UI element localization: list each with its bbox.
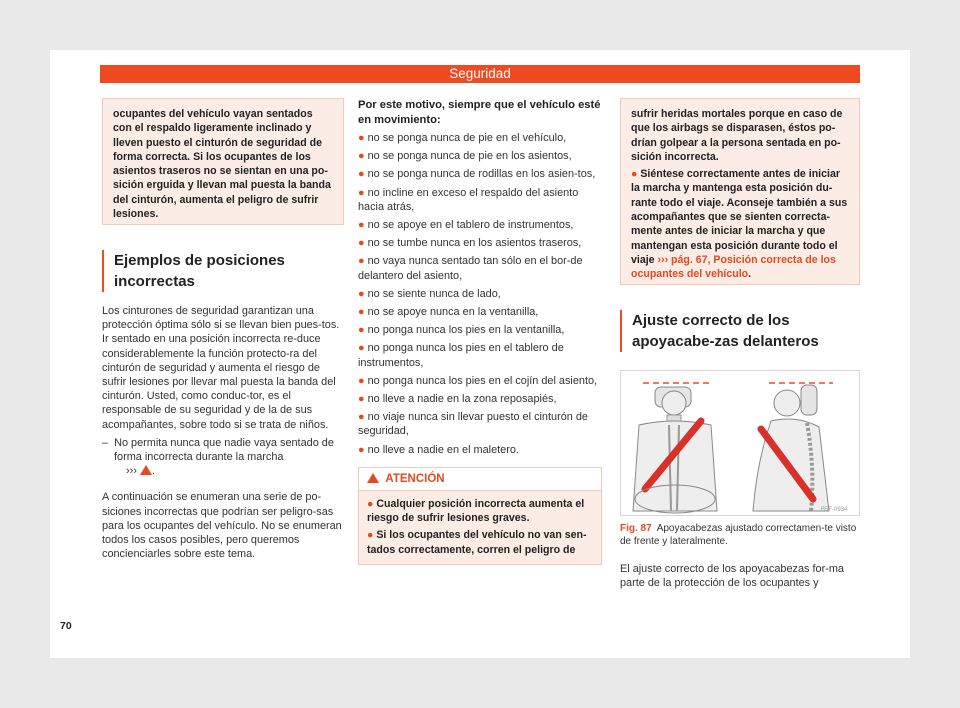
bullet-icon: ● — [358, 306, 365, 319]
bullet-icon: ● — [358, 132, 365, 144]
dash-item-text: No permita nunca que nadie vaya sentado de forma incorrecta durante la marcha — [114, 436, 334, 464]
warning-bullet — [631, 167, 849, 281]
section-heading-incorrect-positions: Ejemplos de posiciones incorrectas — [102, 250, 344, 292]
attention-title — [359, 468, 601, 491]
list-item — [358, 218, 602, 232]
attention-box — [358, 467, 602, 565]
list-item — [358, 374, 602, 388]
bullet-icon: ● — [358, 374, 365, 387]
list-item-text: no se ponga nunca de rodillas en los asien-tos, — [367, 168, 596, 181]
attention-item — [367, 528, 593, 557]
list-item — [358, 254, 602, 282]
list-item — [358, 186, 602, 214]
list-item — [358, 323, 602, 337]
figure-caption-text: Apoyacabezas ajustado correctamen-te visto de frente y lateralmente. — [620, 523, 857, 547]
cross-ref-link[interactable]: ››› pág. 67, Posición correcta de los ocupantes del vehículo — [631, 253, 836, 281]
page-number: 70 — [60, 620, 72, 632]
list-item-text: no incline en exceso el respaldo del asiento hacia atrás, — [358, 186, 579, 213]
list-item-text: no se ponga nunca de pie en el vehículo, — [367, 132, 567, 144]
list-item-text: no se siente nunca de lado, — [367, 287, 501, 300]
figure-code: B5F-0934 — [821, 507, 848, 513]
bullet-icon: ● — [358, 237, 365, 250]
note-box: ocupantes del vehículo vayan sentados con el respaldo ligeramente inclinado y lleven puesto el cinturón de seguridad de forma correcta. Si los ocupantes de los asientos traseros no se sientan en una po-sición erguida y llevan mal puesta la banda del cinturón, aumenta el peligro de sufrir lesiones. — [102, 98, 344, 225]
figure-number: Fig. 87 — [620, 523, 652, 534]
section-header: Seguridad — [100, 65, 860, 83]
headrest-figure — [620, 370, 860, 516]
list-lead: Por este motivo, siempre que el vehículo esté en movimiento: — [358, 99, 601, 126]
list-item — [358, 410, 602, 438]
attention-item — [367, 497, 593, 526]
bullet-icon: ● — [358, 324, 365, 337]
warning-bullet-text: Siéntese correctamente antes de iniciar la marcha y mantenga esta posición du-rante todo el viaje. Aconseje también a sus acompañantes que se sienten correcta-mente antes de iniciar la marcha y que mantengan esta posición durante todo el viaje — [631, 168, 848, 266]
list-item-text: no viaje nunca sin llevar puesto el cinturón de seguridad, — [358, 411, 588, 438]
paragraph-intro: Los cinturones de seguridad garantizan una protección óptima sólo si se llevan bien pues-tos. Ir sentado en una posición incorrecta re-duce considerablemente la función protecto-ra del cinturón de seguridad y aumenta el riesgo de sufrir lesiones por llevar mal puesta la banda del cinturón. Usted, como conduc-tor, es el responsable de su seguridad y de la de sus acompañantes, sobre todo si se trata de niños. — [102, 305, 340, 431]
section-heading-headrests: Ajuste correcto de los apoyacabe-zas delanteros — [620, 310, 860, 352]
list-item — [358, 287, 602, 301]
column-2 — [358, 98, 602, 565]
bullet-icon: ● — [358, 255, 365, 268]
warning-triangle-icon — [367, 473, 379, 483]
list-item-text: no ponga nunca los pies en el cojín del asiento, — [367, 374, 598, 387]
paragraph-list-intro: A continuación se enumeran una serie de po-siciones incorrectas que podrían ser peligro-sas para los ocupantes del vehículo. No se enumeran todos los casos posibles, pero queremos concienciarles sobre este tema. — [102, 491, 342, 561]
bullet-icon: ● — [367, 497, 374, 510]
dash-item: – No permita nunca que nadie vaya sentado de forma incorrecta durante la marcha ››› . — [102, 436, 334, 478]
list-item-text: no se tumbe nunca en los asientos traseros, — [367, 237, 582, 250]
warning-triangle-icon — [140, 465, 152, 475]
attention-list — [359, 491, 601, 564]
column-1 — [102, 98, 344, 561]
cross-ref-arrows[interactable]: ››› — [126, 465, 137, 478]
list-item-text: no se ponga nunca de pie en los asientos, — [367, 150, 572, 163]
column-3 — [620, 98, 860, 590]
bullet-icon: ● — [367, 529, 374, 542]
list-item-text: no vaya nunca sentado tan sólo en el bor-de delantero del asiento, — [358, 255, 583, 282]
list-item — [358, 341, 602, 369]
list-item-text: no se apoye nunca en la ventanilla, — [367, 306, 539, 319]
list-item — [358, 236, 602, 250]
warning-continuation-text: sufrir heridas mortales porque en caso de que los airbags se disparasen, éstos po-drían golpear a la persona sentada en po-sición incorrecta. — [631, 108, 843, 163]
bullet-icon: ● — [358, 342, 365, 355]
headrest-illustration — [621, 371, 859, 515]
figure-caption — [620, 522, 860, 548]
bullet-icon: ● — [631, 168, 638, 181]
attention-item-text: Si los ocupantes del vehículo no van sen-tados correctamente, corren el peligro de — [367, 529, 587, 556]
bullet-icon: ● — [358, 443, 365, 456]
warning-bullet-end: . — [748, 268, 752, 281]
bullet-icon: ● — [358, 186, 365, 199]
paragraph-headrest: El ajuste correcto de los apoyacabezas for-ma parte de la protección de los ocupantes y — [620, 563, 844, 590]
list-item-text: no ponga nunca los pies en el tablero de instrumentos, — [358, 342, 564, 369]
list-item — [358, 305, 602, 319]
bullet-icon: ● — [358, 219, 365, 232]
page — [50, 50, 910, 658]
bullet-icon: ● — [358, 150, 365, 163]
incorrect-positions-list — [358, 131, 602, 457]
bullet-icon: ● — [358, 411, 365, 424]
list-item — [358, 131, 602, 145]
front-view — [633, 383, 717, 513]
list-item — [358, 149, 602, 163]
list-item — [358, 443, 602, 457]
attention-item-text: Cualquier posición incorrecta aumenta el riesgo de sufrir lesiones graves. — [367, 497, 585, 525]
list-item — [358, 392, 602, 406]
side-view — [753, 383, 833, 511]
list-item-text: no se apoye en el tablero de instrumentos, — [367, 219, 574, 232]
list-item — [358, 167, 602, 181]
list-item-text: no ponga nunca los pies en la ventanilla, — [367, 324, 565, 337]
list-item-text: no lleve a nadie en el maletero. — [367, 443, 519, 456]
warning-continuation-box — [620, 98, 860, 285]
bullet-icon: ● — [358, 393, 365, 406]
attention-title-text: ATENCIÓN — [385, 472, 445, 485]
list-item-text: no lleve a nadie en la zona reposapiés, — [367, 393, 557, 406]
bullet-icon: ● — [358, 168, 365, 181]
bullet-icon: ● — [358, 287, 365, 300]
